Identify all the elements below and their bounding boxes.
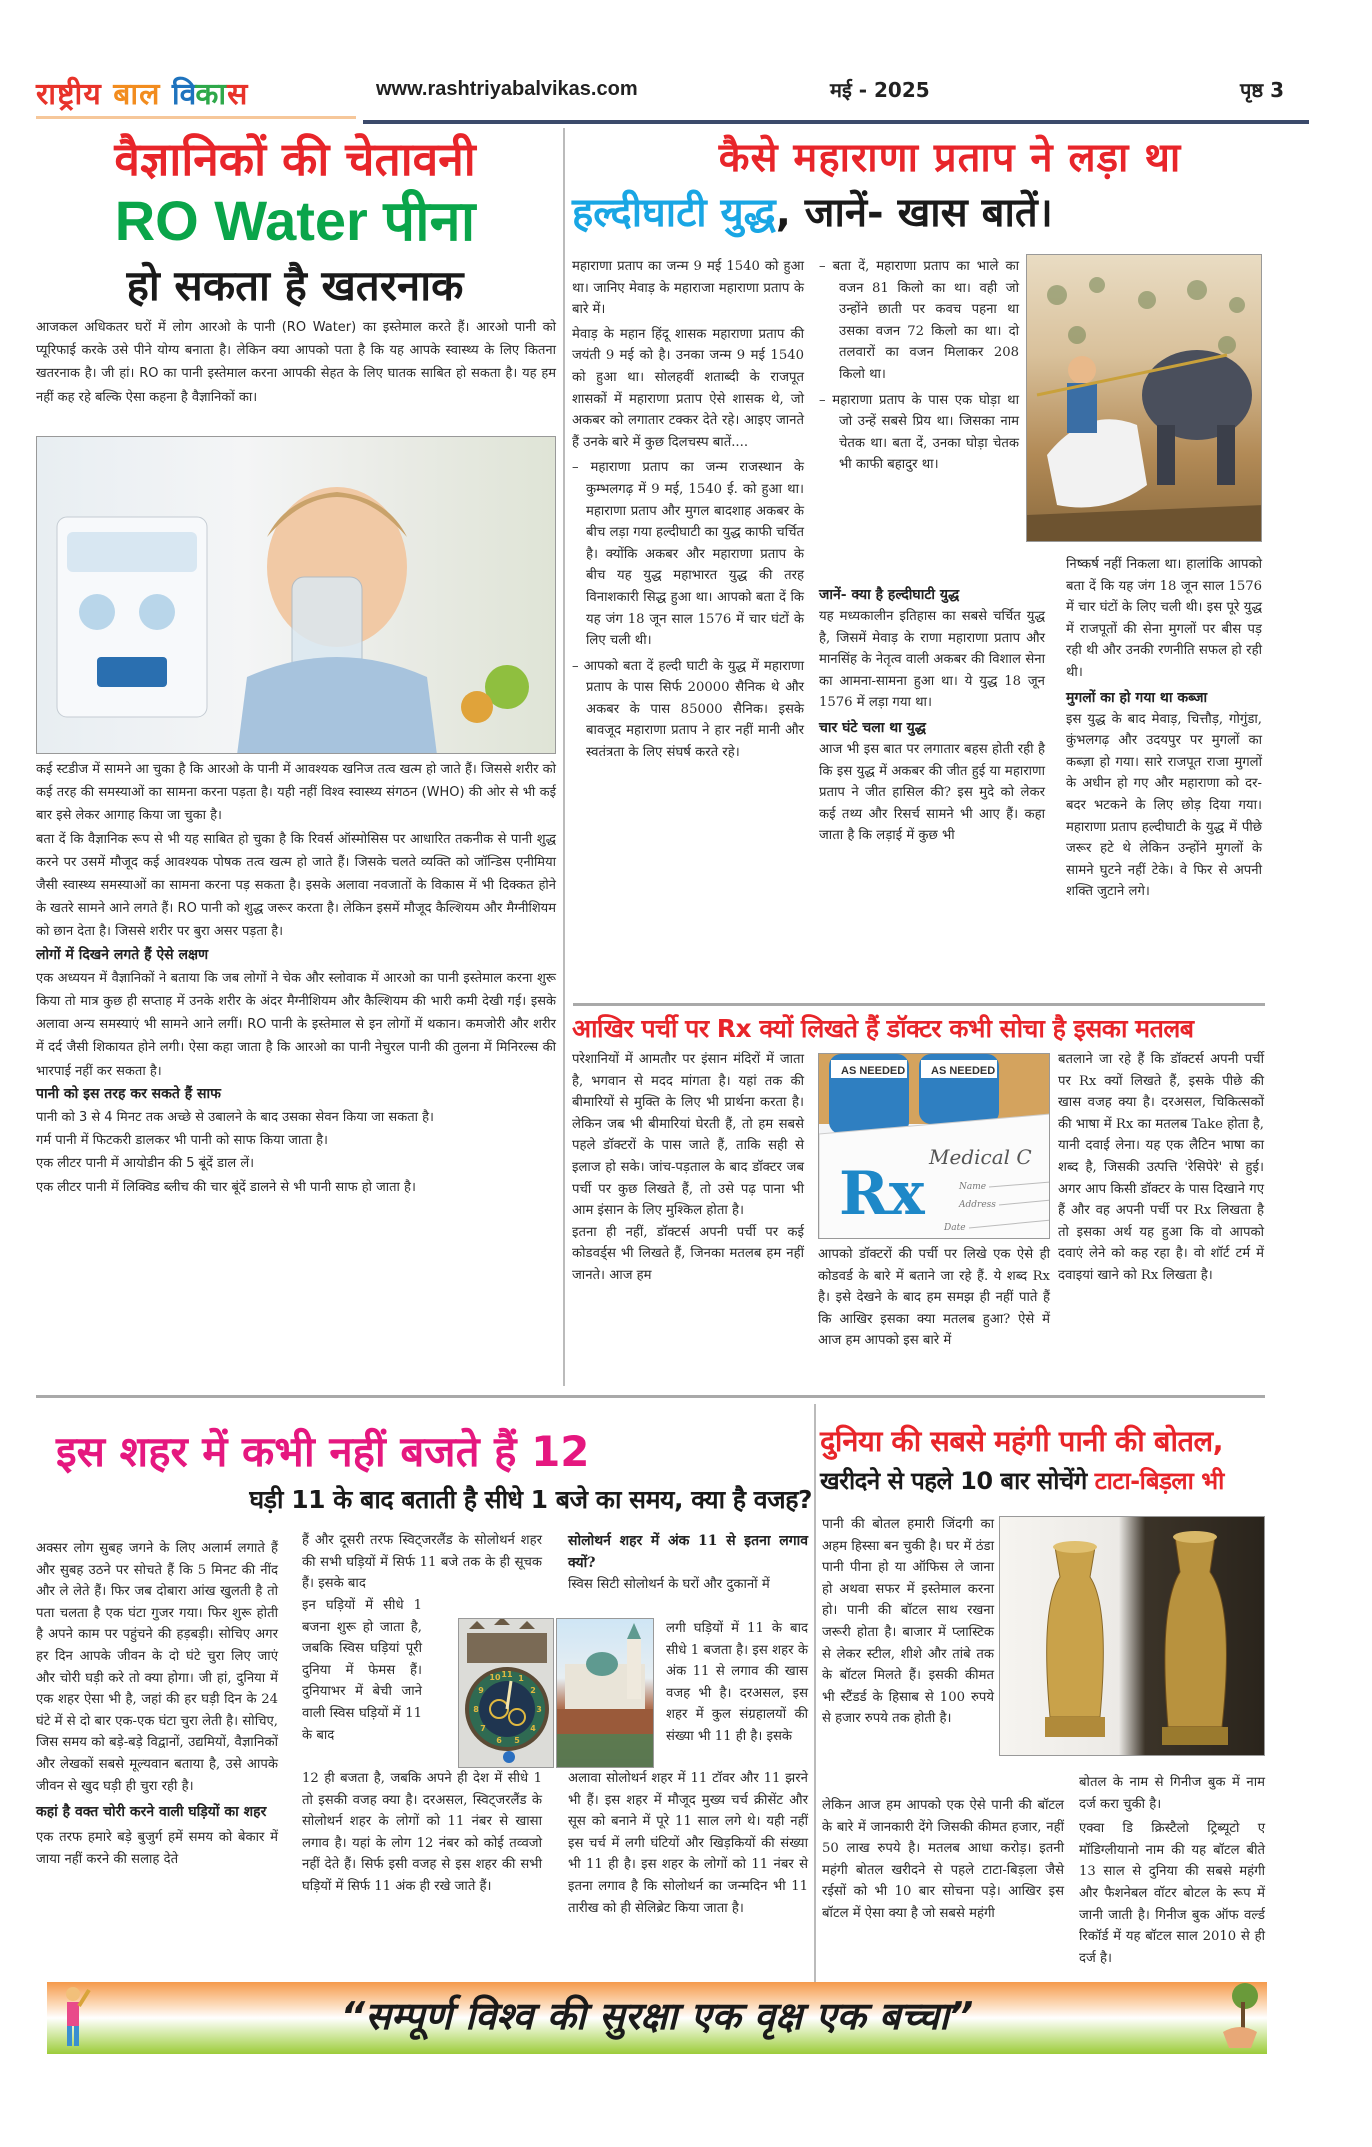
pratap-col-1	[572, 256, 804, 764]
bottle-headline-1: दुनिया की सबसे महंगी पानी की बोतल,	[820, 1424, 1224, 1458]
clock-numeral: 9	[478, 1686, 484, 1695]
rx-paragraph: इतना ही नहीं, डॉक्टर्स अपनी पर्ची पर कई कोडवर्ड्स भी लिखते हैं, जिनका मतलब हम नहीं जानते। आज हम	[572, 1224, 804, 1283]
logo-part: बाल	[113, 77, 161, 112]
clock-numeral: 10	[489, 1673, 501, 1682]
bottle-headline-red: टाटा-बिड़ला भी	[1094, 1467, 1224, 1495]
clock-numeral: 5	[514, 1736, 520, 1745]
masthead-logo	[36, 72, 248, 113]
clock-numeral: 3	[536, 1705, 542, 1714]
ro-tip: गर्म पानी में फिटकरी डालकर भी पानी को साफ किया जाता है।	[36, 1133, 328, 1149]
ro-tip: पानी को 3 से 4 मिनट तक अच्छे से उबालने के बाद उसका सेवन किया जा सकता है।	[36, 1110, 434, 1126]
clock-numeral: 7	[480, 1724, 486, 1733]
ro-body	[36, 758, 556, 1199]
ro-paragraph: कई स्टडीज में सामने आ चुका है कि आरओ के पानी में आवश्यक खनिज तत्व खत्म हो जाते हैं। जिससे शरीर को कई तरह की समस्याओं का सामना करना पड़ता है। यही नहीं विश्व स्वास्थ्य संगठन (WHO) की ओर से भी कई बार इसे लेकर आगाह किया जा चुका है।	[36, 762, 556, 824]
pratap-headline-haldighati: हल्दीघाटी युद्ध	[572, 190, 776, 236]
bottle-paragraph: लेकिन आज हम आपको एक ऐसे पानी की बॉटल के बारे में जानकारी देंगे जिसकी कीमत हजार, नहीं 50 लाख रुपये है। मतलब आधा करोड़। इतनी महंगी बोतल खरीदने से पहले टाटा-बिड़ला जैसे रईसों को भी 10 बार सोचना पड़े। आखिर इस बॉटल में ऐसा क्या है जो सबसे महंगी	[822, 1798, 1064, 1921]
rx-paragraph: बतलाने जा रहे हैं कि डॉक्टर्स अपनी पर्ची पर Rx क्यों लिखते हैं, इसके पीछे की खास वजह क्या है। दरअसल, चिकित्सकों की भाषा में Rx का मतलब Take होता है, यानी दवाई लेना। यह एक लैटिन भाषा का शब्द है, जिसकी उत्पत्ति 'रेसिपेरे' से हुई। अगर आप किसी डॉक्टर के पास दिखाने गए हैं और वह अपनी पर्ची पर Rx लिखता है तो इसका अर्थ यह हुआ कि वो आपको दवाएं लेने को कह रहा है। वो शॉर्ट टर्म में दवाइयां खाने को Rx लिखता है।	[1058, 1052, 1264, 1283]
clock-numeral: 8	[473, 1705, 479, 1714]
rx-prescription-image	[818, 1053, 1050, 1239]
ro-image	[36, 436, 556, 754]
pratap-headline-2	[572, 184, 1372, 242]
ro-subheading-clean: पानी को इस तरह कर सकते हैं साफ	[36, 1085, 221, 1102]
clock-col-1	[36, 1538, 278, 1870]
pratap-subheading-four-hours: चार घंटे चला था युद्ध	[819, 719, 926, 736]
pratap-col-3	[1066, 554, 1262, 903]
clock-paragraph: अक्सर लोग सुबह जगने के लिए अलार्म लगाते हैं और सुबह उठने पर सोचते हैं कि 5 मिनट की नींद और ले लेते हैं। फिर जब दोबारा आंख खुलती है तो पता चलता है एक घंटा गुजर गया। फिर शुरू होती है अपने काम पर पहुंचने की हड़बड़ी। सोचिए अगर हर दिन आपके जीवन के दो घंटे चुरा लिए जाएं और चोरी घड़ी करे तो क्या होगा। जी हां, दुनिया में एक शहर ऐसा भी है, जहां की हर घड़ी दिन के 24 घंटे में से दो बार एक-एक घंटा चुरा लेती है। सोचिए, जिस समय को बड़े-बड़े विद्वानों, उद्यमियों, वैज्ञानिकों और लेखकों सबसे मूल्यवान बताया है, उसे आपके जीवन से खुद घड़ी ही चुरा रही है।	[36, 1541, 278, 1794]
rx-paragraph: आपको डॉक्टरों की पर्ची पर लिखे एक ऐसे ही कोडवर्ड के बारे में बताने जा रहे हैं. ये शब्द Rx है। इसे देखने के बाद हम समझ ही नहीं पाते हैं कि आखिर इसका क्या मतलब हुआ? ऐसे में आज हम आपको इस बारे में	[818, 1247, 1050, 1349]
website-link[interactable]: www.rashtriyabalvikas.com	[376, 78, 638, 100]
hands-holding-tree-icon	[1215, 1982, 1265, 2052]
clock-image	[458, 1618, 554, 1768]
bottle-paragraph: एक्वा डि क्रिस्टैलो ट्रिब्यूटो ए मॉडिग्लीयानो नाम की यह बॉटल बीते 13 साल से दुनिया की सबसे महंगी और फैशनेबल वॉटर बोटल के रूप में जानी जाती है। गिनीज बुक ऑफ वर्ल्ड रिकॉर्ड में यह बॉटल साल 2010 से ही दर्ज है।	[1079, 1821, 1265, 1966]
pratap-bullet: – बता दें, महाराणा प्रताप का भाले का वजन 81 किलो का था। वही जो उन्होंने छाती पर कवच पहना था उसका वजन 72 किलो का था। दो तलवारों का वजन मिलाकर 208 किलो था।	[819, 259, 1019, 382]
pratap-paragraph: यह मध्यकालीन इतिहास का सबसे चर्चित युद्ध है, जिसमें मेवाड़ के राणा महाराणा प्रताप और मानसिंह के नेतृत्व वाली अकबर की विशाल सेना का आमना-सामना हुआ था। ये युद्ध 18 जून 1576 में लड़ा गया था।	[819, 609, 1045, 711]
column-divider	[814, 1404, 816, 1994]
rx-col-3	[1058, 1049, 1264, 1287]
clock-paragraph: इन घड़ियों में सीधे 1 बजना शुरू हो जाता है, जबकि स्विस घड़ियां पूरी दुनिया में फेमस हैं। दुनियाभर में बेची जाने वाली स्विस घड़ियों में 11 के बाद	[302, 1598, 422, 1743]
clock-numeral: 6	[496, 1736, 502, 1745]
clock-paragraph: हैं और दूसरी तरफ स्विट्जरलैंड के सोलोथर्न शहर की सभी घड़ियों में सिर्फ 11 बजे तक के ही सूचक हैं। इसके बाद	[302, 1533, 542, 1592]
pratap-paragraph: आज भी इस बात पर लगातार बहस होती रही है कि इस युद्ध में अकबर की जीत हुई या महाराणा प्रताप ने जीत हासिल की? इस मुदे को लेकर कई तथ्य और रिसर्च सामने भी आए हैं। कहा जाता है कि लड़ाई में कुछ भी	[819, 741, 1045, 844]
pratap-bullet: – आपको बता दें हल्दी घाटी के युद्ध में महाराणा प्रताप के पास सिर्फ 20000 सैनिक थे और अकबर के पास 85000 सैनिक। इसके बावजूद महाराणा प्रताप ने हार नहीं मानी और स्वतंत्रता के लिए संघर्ष करते रहे।	[572, 658, 804, 761]
solothurn-city-image	[556, 1618, 654, 1768]
pratap-bullet: – महाराणा प्रताप के पास एक घोड़ा था जो उन्हें सबसे प्रिय था। जिसका नाम चेतक था। बता दें, उनका घोड़ा चेतक भी काफी बहादुर था।	[819, 392, 1019, 473]
ro-tip: एक लीटर पानी में लिक्विड ब्लीच की चार बूंदें डालने से भी पानी साफ हो जाता है।	[36, 1179, 416, 1195]
solothurn-clock-illustration	[459, 1619, 554, 1768]
pratap-bullet: – महाराणा प्रताप का जन्म राजस्थान के कुम्भलगढ़ में 9 मई, 1540 ई. को हुआ था। महाराणा प्रताप और मुगल बादशाह अकबर के बीच लड़ा गया हल्दीघाटी का युद्ध काफी चर्चित है। क्योंकि अकबर और महाराणा प्रताप के बीच यह युद्ध महाभारत युद्ध की तरह विनाशकारी सिद्ध हुआ था। आपको बता दें कि यह जंग 18 जून साल 1576 में चार घंटों के लिए चली थी।	[572, 460, 804, 649]
pratap-paragraph: मेवाड़ के महान हिंदू शासक महाराणा प्रताप की जयंती 9 मई को है। उनका जन्म 9 मई 1540 को हुआ था। सोलहवीं शताब्दी के राजपूत शासकों में महाराणा प्रताप ऐसे शासक थे, जो अकबर को लगातार टक्कर देते रहे। आइए जानते हैं उनके बारे में कुछ दिलचस्प बातें....	[572, 326, 804, 450]
logo-part: राष्ट्रीय	[36, 77, 102, 112]
ro-paragraph: एक अध्ययन में वैज्ञानिकों ने बताया कि जब लोगों ने चेक और स्लोवाक में आरओ का पानी इस्तेमाल करना शुरू किया तो मात्र कुछ ही सप्ताह में उनके शरीर के अंदर मैग्नीशियम और कैल्शियम की भारी कमी देखी गई। इसके अलावा अन्य समस्याएं भी सामने आने लगीं। RO पानी के इस्तेमाल से इन लोगों में थकान। कमजोरी और शरीर में दर्द जैसी शिकायत होने लगी। ऐसा कहा जाता है कि आरओ का पानी नेचुरल पानी की तुलना में मिनिरल्स की भारपाई नहीं कर सकता है।	[36, 970, 556, 1079]
clock-subheading-why-11: सोलोथर्न शहर में अंक 11 से इतना लगाव क्यों?	[568, 1533, 808, 1571]
pratap-col-2b	[819, 578, 1045, 847]
clock-numeral: 1	[518, 1674, 524, 1683]
clock-subheading-where: कहां है वक्त चोरी करने वाली घड़ियों का शहर	[36, 1804, 267, 1821]
pratap-paragraph: निष्कर्ष नहीं निकला था। हालांकि आपको बता दें कि यह जंग 18 जून साल 1576 में चार घंटों के लिए चली थी। इस पूरे युद्ध में राजपूतों की सेना मुगलों पर बीस पड़ रही थी और उनकी रणनीति सफल हो रही थी।	[1066, 557, 1262, 680]
label-date: Date	[944, 1223, 966, 1233]
page-number: पृष्ठ 3	[1240, 78, 1285, 102]
footer-banner	[47, 1982, 1267, 2054]
clock-paragraph: 12 ही बजता है, जबकि अपने ही देश में सीधे 1 तो इसकी वजह क्या है। दरअसल, स्विट्जरलैंड के सोलोथर्न शहर के लोगों को 11 नंबर से खासा लगाव है। यहां के लोग 12 नंबर को कोई तव्वजो नहीं देते हैं। सिर्फ इसी वजह से इस शहर की सभी घड़ियों में सिर्फ 11 अंक ही रखे जाते हैं।	[302, 1771, 542, 1894]
battle-painting	[1026, 254, 1262, 542]
bottle-headline-2	[820, 1462, 1360, 1500]
ro-paragraph: बता दें कि वैज्ञानिक रूप से भी यह साबित हो चुका है कि रिवर्स ऑस्मोसिस पर आधारित तकनीक से पानी शुद्ध करने पर उसमें मौजूद कई आवश्यक पोषक तत्व खत्म हो जाते हैं। जिसके चलते व्यक्ति को जॉन्डिस एनीमिया जैसी स्वास्थ्य समस्याओं का सामना करना पड़ सकता है। इसके अलावा नवजातों के विकास में भी दिक्कत होने के खतरे सामने आने लगते हैं। RO पानी को शुद्ध जरूर करता है। लेकिन इसमें मौजूद कैल्शियम और मैग्नीशियम को छान देता है। जिससे शरीर पर बुरा असर पड़ता है।	[36, 831, 556, 940]
ro-headline-1: वैज्ञानिकों की चेतावनी	[114, 132, 476, 186]
logo-part: स	[227, 77, 249, 112]
logo-part: का	[195, 77, 228, 112]
clock-numeral: 4	[530, 1724, 536, 1733]
ro-tip: एक लीटर पानी में आयोडीन की 5 बूंदें डाल लें।	[36, 1156, 255, 1172]
clock-paragraph: एक तरफ हमारे बड़े बुजुर्ग हमें समय को बेकार में जाया नहीं करने की सलाह देते	[36, 1830, 278, 1867]
child-planting-icon	[53, 1984, 93, 2052]
label-name: Name	[959, 1182, 987, 1192]
column-divider	[563, 128, 565, 1386]
bottle-col-2	[1079, 1772, 1265, 1969]
clock-col-2-wrap	[302, 1595, 422, 1746]
ro-headline-2: RO Water पीना	[114, 189, 476, 252]
label-address: Address	[959, 1200, 996, 1210]
rx-headline: आखिर पर्ची पर Rx क्यों लिखते हैं डॉक्टर कभी सोचा है इसका मतलब	[572, 1014, 1194, 1043]
prescription-illustration	[819, 1054, 1050, 1239]
bottle-col-1a	[822, 1514, 994, 1730]
clock-headline-2: घड़ी 11 के बाद बताती है सीधे 1 बजे का समय, क्या है वजह?	[249, 1485, 812, 1514]
clock-numeral: 11	[501, 1670, 513, 1679]
clock-col-3-wrap	[666, 1618, 808, 1748]
rx-paragraph: परेशानियों में आमतौर पर इंसान मंदिरों में जाता है, भगवान से मदद मांगता है। यहां तक की बीमारियों से मुक्ति के लिए भी प्रार्थना करता है। लेकिन जब भी बीमारियां घेरती हैं, तो हम सबसे पहले डॉक्टरों के पास जाते हैं, ताकि सही से इलाज हो सके। जांच-पड़ताल के बाद डॉक्टर जब पर्ची पर कुछ लिखते हैं, तो उसे पढ़ पाना भी आम इंसान के लिए मुश्किल होता है।	[572, 1052, 804, 1219]
footer-slogan: “सम्पूर्ण विश्व की सुरक्षा एक वृक्ष एक बच्चा”	[340, 1994, 974, 2038]
ro-intro: आजकल अधिकतर घरों में लोग आरओ के पानी (RO Water) का इस्तेमाल करते हैं। आरओ पानी को प्यूरिफाई करके उसे पीने योग्य बनाता है। लेकिन क्या आपको पता है कि यह आपके स्वास्थ्य के लिए कितना खतरनाक है। जी हां। RO का पानी इस्तेमाल करना आपकी सेहत के लिए घातक साबित हो सकता है। यह हम नहीं कह रहे बल्कि ऐसा कहना है वैज्ञानिकों का।	[36, 320, 556, 405]
gold-bottle-illustration	[1000, 1517, 1265, 1756]
bottle-col-1b	[822, 1795, 1064, 1925]
issue-date: मई - 2025	[830, 78, 930, 102]
clock-paragraph: स्विस सिटी सोलोथर्न के घरों और दुकानों में	[568, 1577, 770, 1592]
clock-paragraph: लगी घड़ियों में 11 के बाद सीधे 1 बजता है। इस शहर के अंक 11 से लगाव की खास वजह भी है। दरअसल, इस शहर में कुल संग्रहालयों की संख्या भी 11 ही है। इसके	[666, 1621, 808, 1744]
rx-col-1	[572, 1049, 804, 1287]
bottle-image	[999, 1516, 1265, 1756]
logo-underline	[36, 116, 356, 119]
clock-col-3b	[568, 1768, 808, 1919]
haldighati-battle-illustration	[1027, 255, 1262, 542]
pratap-paragraph: महाराणा प्रताप का जन्म 9 मई 1540 को हुआ था। जानिए मेवाड़ के महाराजा महाराणा प्रताप के बारे में।	[572, 259, 804, 318]
rx-col-2	[818, 1244, 1050, 1352]
bottle-paragraph: पानी की बोतल हमारी जिंदगी का अहम हिस्सा बन चुकी है। घर में ठंडा पानी पीना हो या ऑफिस ले जाना हो अथवा सफर में इस्तेमाल करना हो। पानी की बॉटल साथ रखना जरूरी होता है। बाजार में प्लास्टिक से लेकर स्टील, शीशे और तांबे तक के बॉटल मिलते हैं। इसकी कीमत भी स्टैंडर्ड के हिसाब से 100 रुपये से हजार रुपये तक होती है।	[822, 1517, 994, 1727]
clock-numeral: 2	[530, 1686, 536, 1695]
clock-headline-1: इस शहर में कभी नहीं बजते हैं 12	[56, 1427, 590, 1476]
section-divider	[573, 1003, 1265, 1006]
bottle-headline-black: खरीदने से पहले 10 बार सोचेंगे	[820, 1467, 1095, 1495]
pratap-subheading-mughal: मुगलों का हो गया था कब्जा	[1066, 689, 1208, 706]
label-medical: Medical C	[929, 1145, 1032, 1169]
clock-col-3a	[568, 1530, 808, 1596]
header-divider	[363, 120, 1309, 124]
label-as-needed: AS NEEDED	[931, 1065, 996, 1077]
clock-col-2b	[302, 1768, 542, 1898]
ro-subheading-symptoms: लोगों में दिखने लगते हैं ऐसे लक्षण	[36, 946, 209, 963]
label-as-needed: AS NEEDED	[841, 1065, 906, 1077]
pratap-headline-tail: , जानें- खास बातें।	[775, 190, 1053, 236]
logo-part: वि	[171, 77, 198, 112]
ro-headline-3: हो सकता है खतरनाक	[126, 261, 464, 310]
pratap-headline-1: कैसे महाराणा प्रताप ने लड़ा था	[718, 135, 1182, 181]
bottle-paragraph: बोतल के नाम से गिनीज बुक में नाम दर्ज करा चुकी है।	[1079, 1775, 1265, 1812]
section-divider	[36, 1395, 1265, 1398]
clock-col-2a	[302, 1530, 542, 1595]
pratap-subheading-what: जानें- क्या है हल्दीघाटी युद्ध	[819, 587, 960, 603]
clock-paragraph: अलावा सोलोथर्न शहर में 11 टॉवर और 11 झरने भी हैं। इस शहर में मौजूद मुख्य चर्च क्रीसेंट और सूस को बनाने में पूरे 11 साल लगे थे। यही नहीं इस चर्च में लगी घंटियों और खिड़कियों की संख्या भी 11 ही है। इस शहर के लोगों को 11 नंबर से इतना लगाव है कि सोलोथर्न का जन्मदिन भी 11 तारीख को ही सेलिब्रेट किया जाता है।	[568, 1771, 808, 1916]
rx-symbol: Rx	[839, 1159, 925, 1229]
boy-drinking-water-illustration	[37, 437, 556, 754]
pratap-paragraph: इस युद्ध के बाद मेवाड़, चित्तौड़, गोगुंडा, कुंभलगढ़ और उदयपुर पर मुगलों का कब्ज़ा हो गया। सारे राजपूत राजा मुगलों के अधीन हो गए और महाराणा को दर-बदर भटकने के लिए छोड़ दिया गया। महाराणा प्रताप हल्दीघाटी के युद्ध में पीछे जरूर हटे थे लेकिन उन्होंने मुगलों के सामने घुटने नहीं टेके। वे फिर से अपनी शक्ति जुटाने लगे।	[1066, 711, 1262, 900]
pratap-col-2a	[819, 256, 1019, 476]
solothurn-cathedral-illustration	[557, 1619, 654, 1768]
